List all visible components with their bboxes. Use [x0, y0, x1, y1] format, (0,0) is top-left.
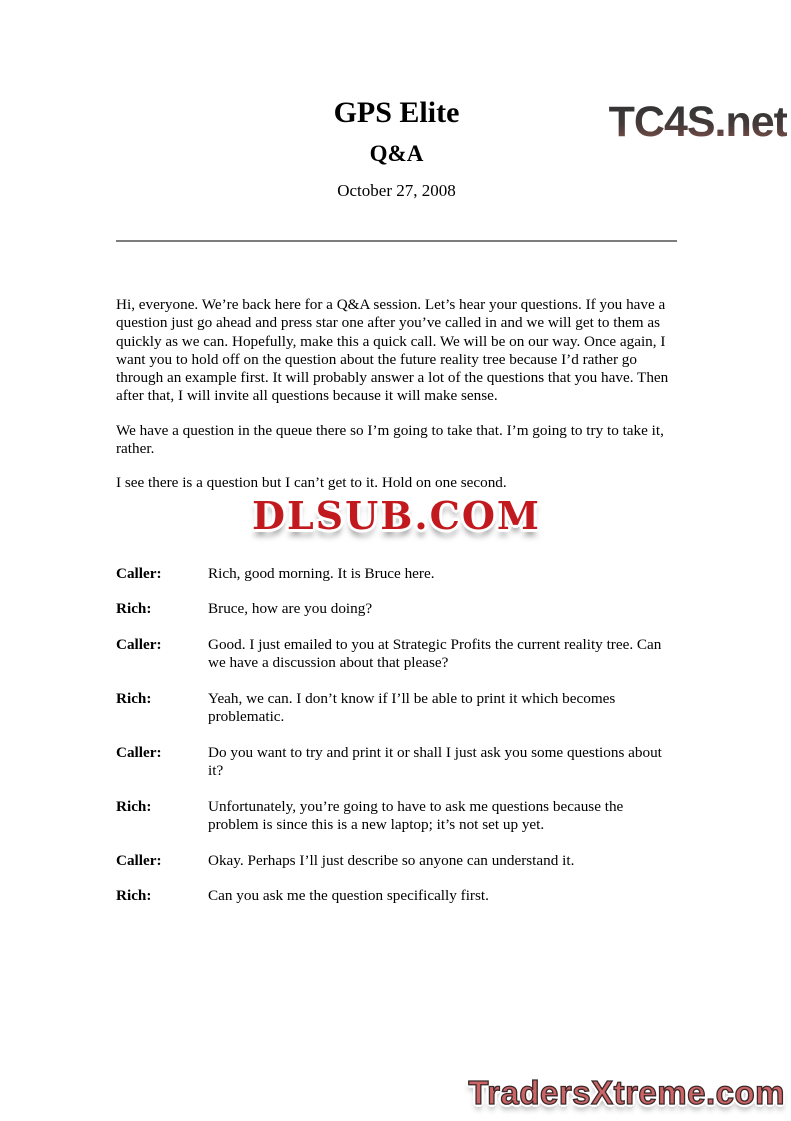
- dialog-utterance: Can you ask me the question specifically first.: [208, 887, 489, 905]
- dialog-entry: [116, 744, 677, 781]
- dialog-utterance: Okay. Perhaps I’ll just describe so anyone can understand it.: [208, 851, 575, 869]
- page-title: GPS Elite: [333, 96, 460, 129]
- intro-paragraph: We have a question in the queue there so I’m going to take that. I’m going to try to take it, rather.: [116, 421, 664, 458]
- dialog-speaker-label: Rich:: [116, 689, 152, 707]
- intro-paragraphs: [116, 296, 677, 493]
- dialog-entry: [116, 636, 677, 673]
- document-body: [0, 97, 791, 906]
- dialog-entry: [116, 798, 677, 835]
- intro-paragraph: I see there is a question but I can’t get to it. Hold on one second.: [116, 474, 507, 492]
- intro-paragraph: Hi, everyone. We’re back here for a Q&A session. Let’s hear your questions. If you have a question just go ahead and press star one after you’ve called in and we will get to them as quickly as we can. Hopefully, make this a quick call. We will be on our way. Once again, I want you to hold off on the question about the future reality tree because I’d rather go through an example first. It will probably answer a lot of the questions that you have. Then after that, I will invite all questions because it will make sense.: [116, 296, 669, 405]
- dialog-utterance: Yeah, we can. I don’t know if I’ll be able to print it which becomes problematic.: [208, 689, 616, 726]
- dialog-speaker-label: Rich:: [116, 887, 152, 905]
- dialog-entry: [116, 887, 677, 906]
- dialog-utterance: Do you want to try and print it or shall I just ask you some questions about it?: [208, 743, 662, 780]
- dialog-speaker-label: Caller:: [116, 743, 162, 761]
- dialog-transcript: [116, 565, 677, 906]
- dialog-utterance: Unfortunately, you’re going to have to ask me questions because the problem is since this is a new laptop; it’s not set up yet.: [208, 797, 624, 834]
- tradersxtreme-watermark-logo: TradersXtreme.com: [468, 1074, 785, 1111]
- document-page: [0, 96, 791, 1111]
- document-date: October 27, 2008: [337, 181, 456, 200]
- dialog-speaker-label: Caller:: [116, 564, 162, 582]
- dialog-utterance: Bruce, how are you doing?: [208, 600, 373, 618]
- dialog-speaker-label: Caller:: [116, 851, 162, 869]
- dialog-entry: [116, 600, 677, 619]
- dialog-entry: [116, 565, 677, 584]
- dialog-utterance: Rich, good morning. It is Bruce here.: [208, 564, 435, 582]
- dialog-entry: [116, 690, 677, 727]
- page-subtitle: Q&A: [369, 141, 424, 166]
- dialog-entry: [116, 852, 677, 871]
- dialog-utterance: Good. I just emailed to you at Strategic Profits the current reality tree. Can we have a discussion about that please?: [208, 635, 662, 672]
- dialog-speaker-label: Caller:: [116, 635, 162, 653]
- tc4s-watermark-logo: TC4S.net: [608, 98, 787, 146]
- divider-rule: [116, 240, 677, 242]
- dlsub-watermark-logo: DLSUB.COM: [251, 492, 541, 538]
- dialog-speaker-label: Rich:: [116, 797, 152, 815]
- dialog-speaker-label: Rich:: [116, 600, 152, 618]
